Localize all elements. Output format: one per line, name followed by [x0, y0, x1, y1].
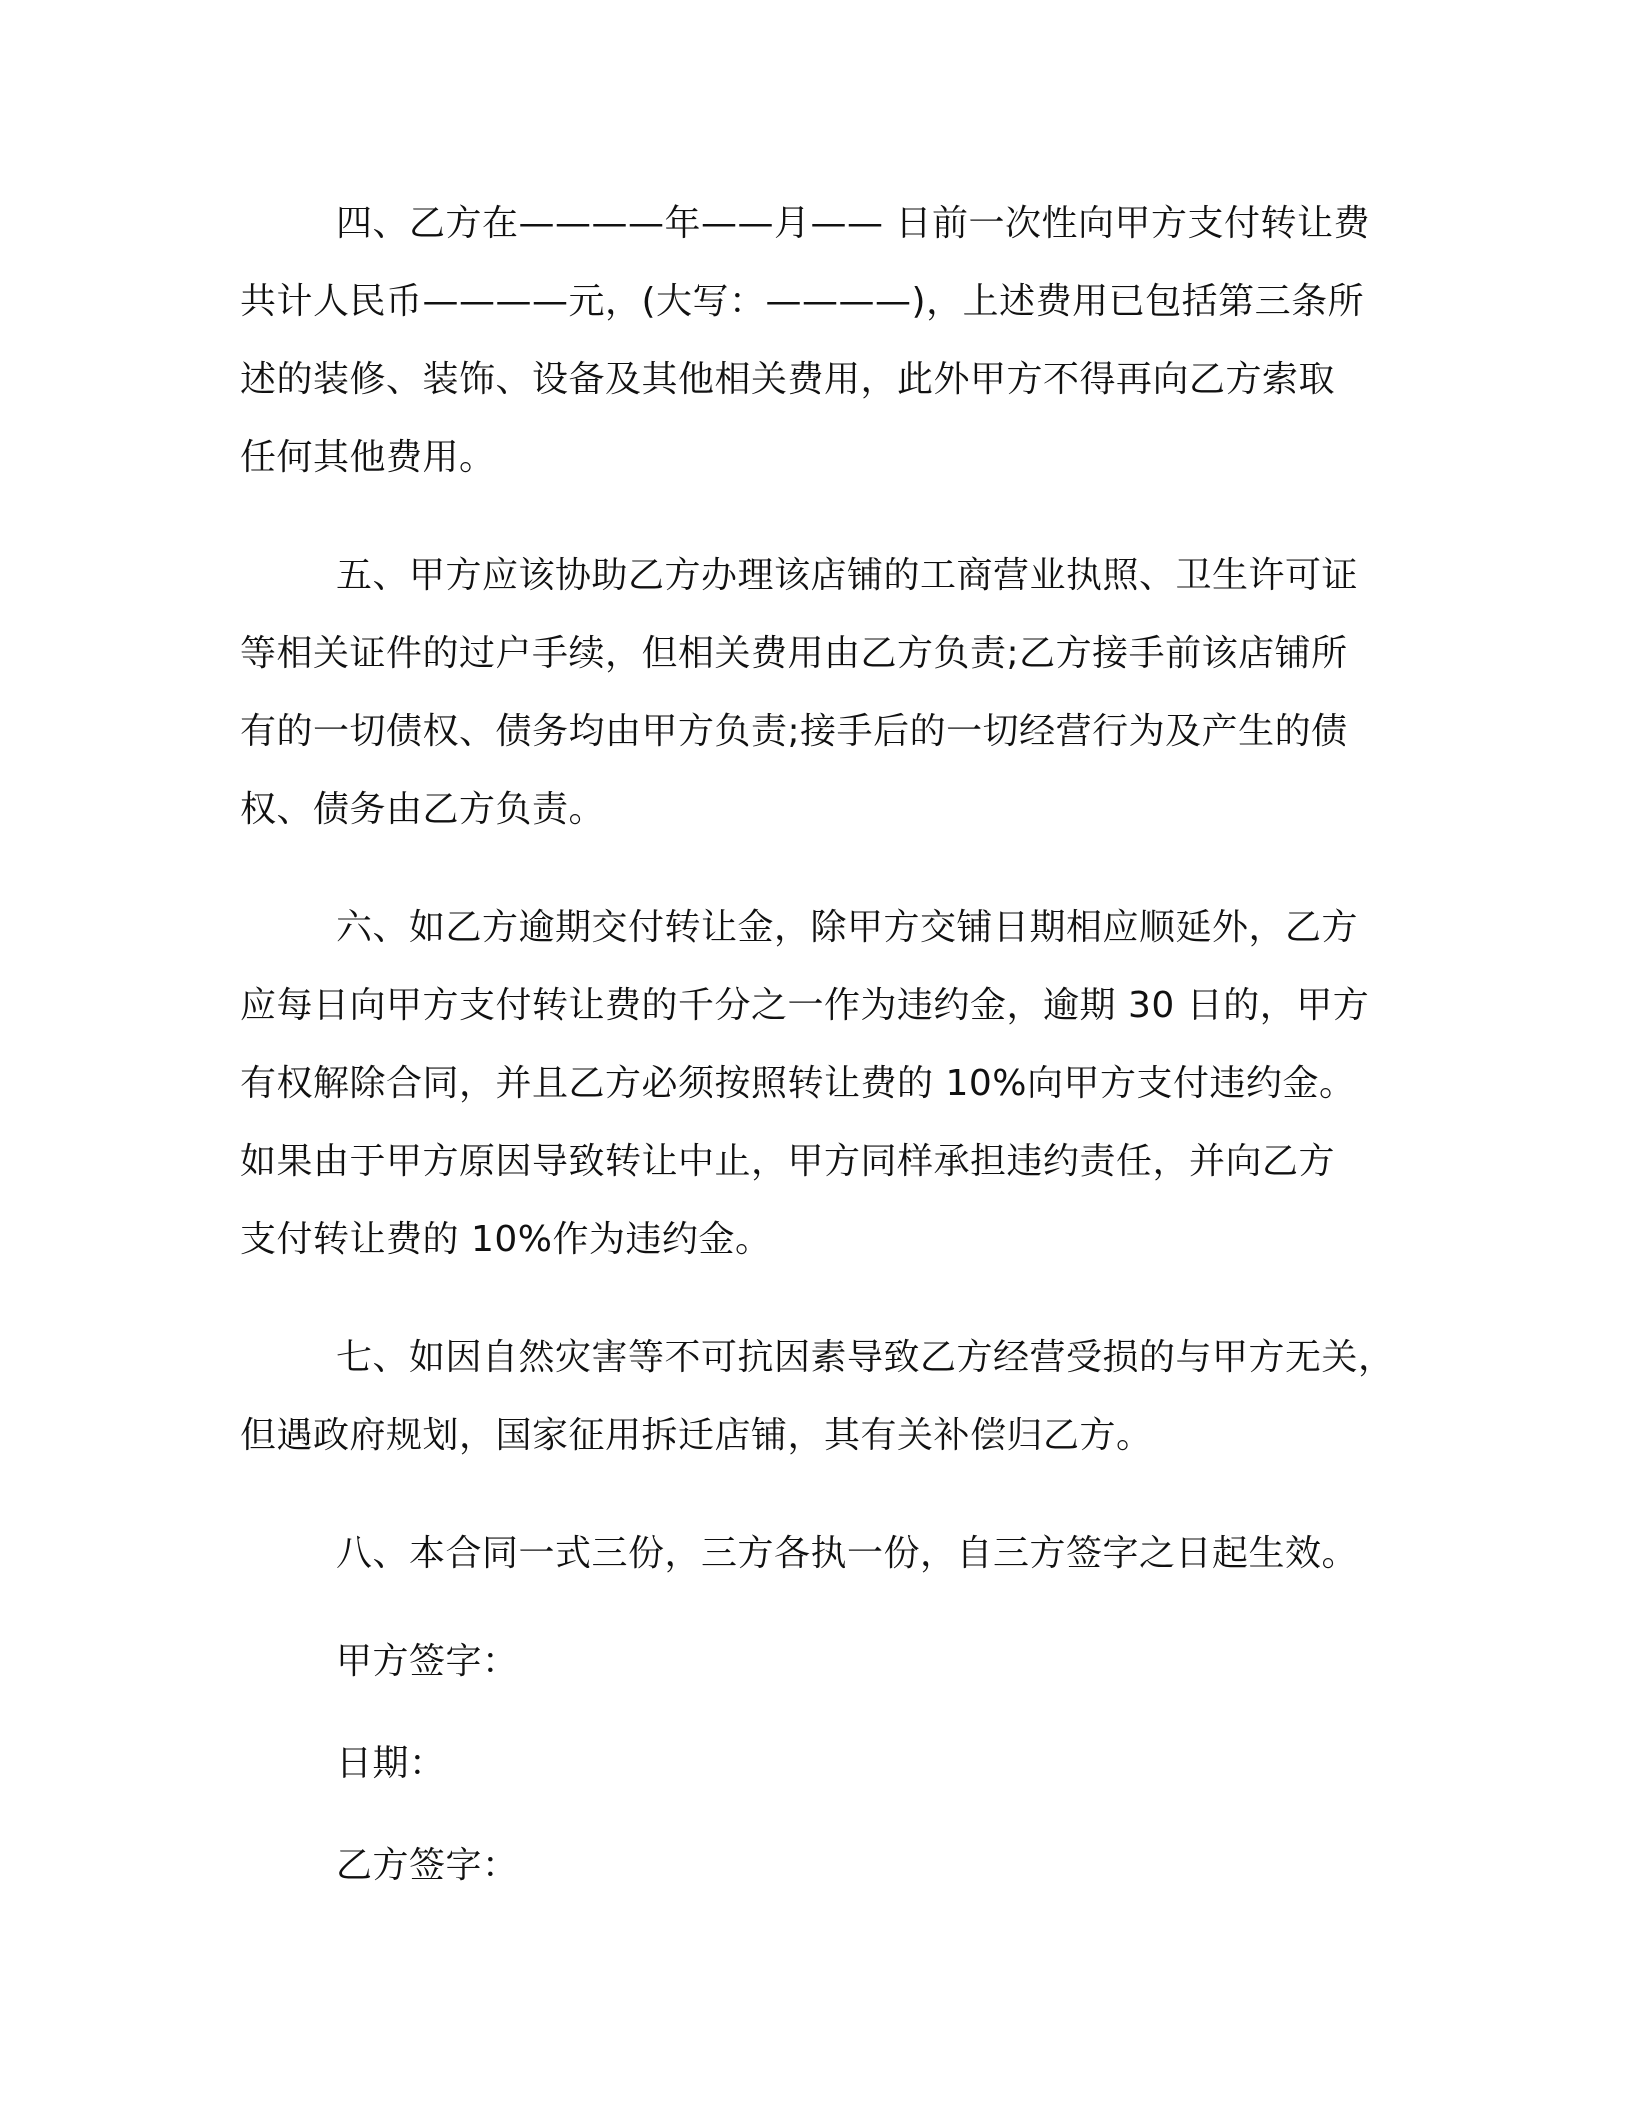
clause-6: 六、如乙方逾期交付转让金，除甲方交铺日期相应顺延外，乙方 应每日向甲方支付转让费的千分之一作为违约金，逾期 30 日的，甲方 有权解除合同，并且乙方必须按照转让费的 10%向甲方支付违约金。 如果由于甲方原因导致转让中止，甲方同样承担违约责任，并向乙方 支付转让费的 10%作为违约金。 [240, 907, 1370, 1260]
clause-5: 五、甲方应该协助乙方办理该店铺的工商营业执照、卫生许可证 等相关证件的过户手续，但相关费用由乙方负责;乙方接手前该店铺所 有的一切债权、债务均由甲方负责;接手后的一切经营行为及产生的债 权、债务由乙方负责。 [240, 555, 1359, 830]
party-a-signature-label: 甲方签字： [336, 1641, 519, 1682]
document-page [240, 185, 1420, 1929]
clause-8: 八、本合同一式三份，三方各执一份，自三方签字之日起生效。 [336, 1533, 1359, 1574]
clause-7: 七、如因自然灾害等不可抗因素导致乙方经营受损的与甲方无关， 但遇政府规划，国家征用拆迁店铺，其有关补偿归乙方。 [240, 1337, 1395, 1456]
party-b-signature-label: 乙方签字： [336, 1845, 519, 1886]
clause-4: 四、乙方在————年——月—— 日前一次性向甲方支付转让费 共计人民币————元，(大写：————)，上述费用已包括第三条所 述的装修、装饰、设备及其他相关费用，此外甲方不得再向乙方索取 任何其他费用。 [240, 203, 1370, 478]
date-label: 日期： [336, 1743, 446, 1784]
